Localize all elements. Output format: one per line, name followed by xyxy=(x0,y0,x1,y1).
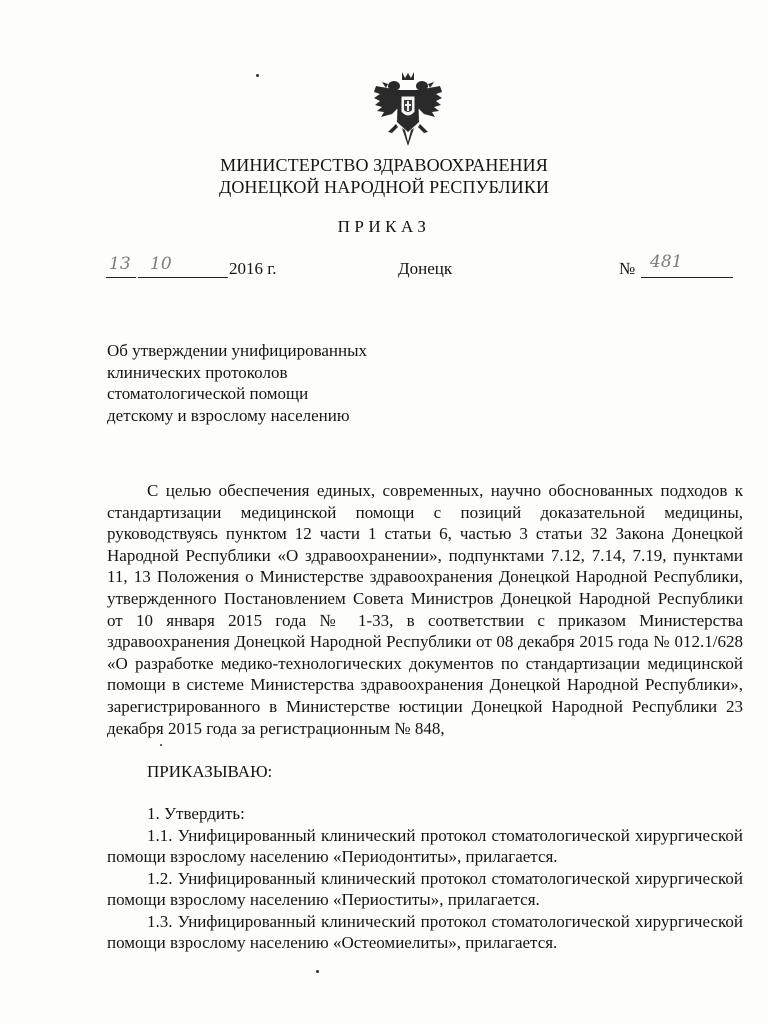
date-year: 2016 г. xyxy=(229,259,277,278)
scan-speck xyxy=(256,74,259,77)
scan-speck xyxy=(160,744,162,746)
city: Донецк xyxy=(398,259,453,278)
date-month-handwritten: 10 xyxy=(150,254,172,274)
ministry-name xyxy=(0,154,768,198)
ministry-line-2: ДОНЕЦКОЙ НАРОДНОЙ РЕСПУБЛИКИ xyxy=(218,177,550,197)
order-items xyxy=(107,803,743,954)
order-item-1: 1. Утвердить: xyxy=(147,804,245,823)
preamble-paragraph: С целью обеспечения единых, современных, научно обоснованных подходов к стандартизации медицинской помощи с позиций доказательной медицины, руководствуясь пунктом 12 части 1 статьи 6, частью 3 статьи 32 Закона Донецкой Народной Республики «О здравоохранении», подпунктами 7.12, 7.14, 7.19, пунктами 11, 13 Положения о Министерстве здравоохранения Донецкой Народной Республики, утвержденного Постановлением Совета Министров Донецкой Народной Республики от 10 января 2015 года № 1-33, в соответствии с приказом Министерства здравоохранения Донецкой Народной Республики от 08 декабря 2015 года № 012.1/628 «О разработке медико-технологических документов по стандартизации медицинской помощи в системе Министерства здравоохранения Донецкой Народной Республики», зарегистрированного в Министерстве юстиции Донецкой Народной Республики 23 декабря 2015 года за регистрационным № 848, xyxy=(107,481,743,738)
preamble xyxy=(107,480,743,739)
order-number-handwritten: 481 xyxy=(650,252,683,272)
order-item-1-3: 1.3. Унифицированный клинический протокол стоматологической хирургической помощи взрослому населению «Остеомиелиты», прилагается. xyxy=(107,911,743,952)
number-sign: № xyxy=(619,259,636,278)
ministry-line-1: МИНИСТЕРСТВО ЗДРАВООХРАНЕНИЯ xyxy=(220,155,548,175)
scan-speck xyxy=(316,970,319,973)
number-line xyxy=(641,277,733,278)
subject-line-3: стоматологической помощи xyxy=(107,384,309,404)
order-subject xyxy=(107,340,427,426)
order-title: ПРИКАЗ xyxy=(337,217,431,236)
order-item-1-1: 1.1. Унифицированный клинический протокол стоматологической хирургической помощи взрослому населению «Периодонтиты», прилагается. xyxy=(107,825,743,866)
order-item-1-2: 1.2. Унифицированный клинический протокол стоматологической хирургической помощи взрослому населению «Периоститы», прилагается. xyxy=(107,868,743,909)
date-day-line xyxy=(106,277,136,278)
date-day-handwritten: 13 xyxy=(109,254,131,274)
order-word: ПРИКАЗЫВАЮ: xyxy=(147,762,273,781)
double-headed-eagle-emblem-icon xyxy=(372,70,444,150)
subject-line-2: клинических протоколов xyxy=(107,362,288,382)
subject-line-4: детскому и взрослому населению xyxy=(107,405,350,425)
date-month-line xyxy=(138,277,228,278)
subject-line-1: Об утверждении унифицированных xyxy=(107,341,368,360)
